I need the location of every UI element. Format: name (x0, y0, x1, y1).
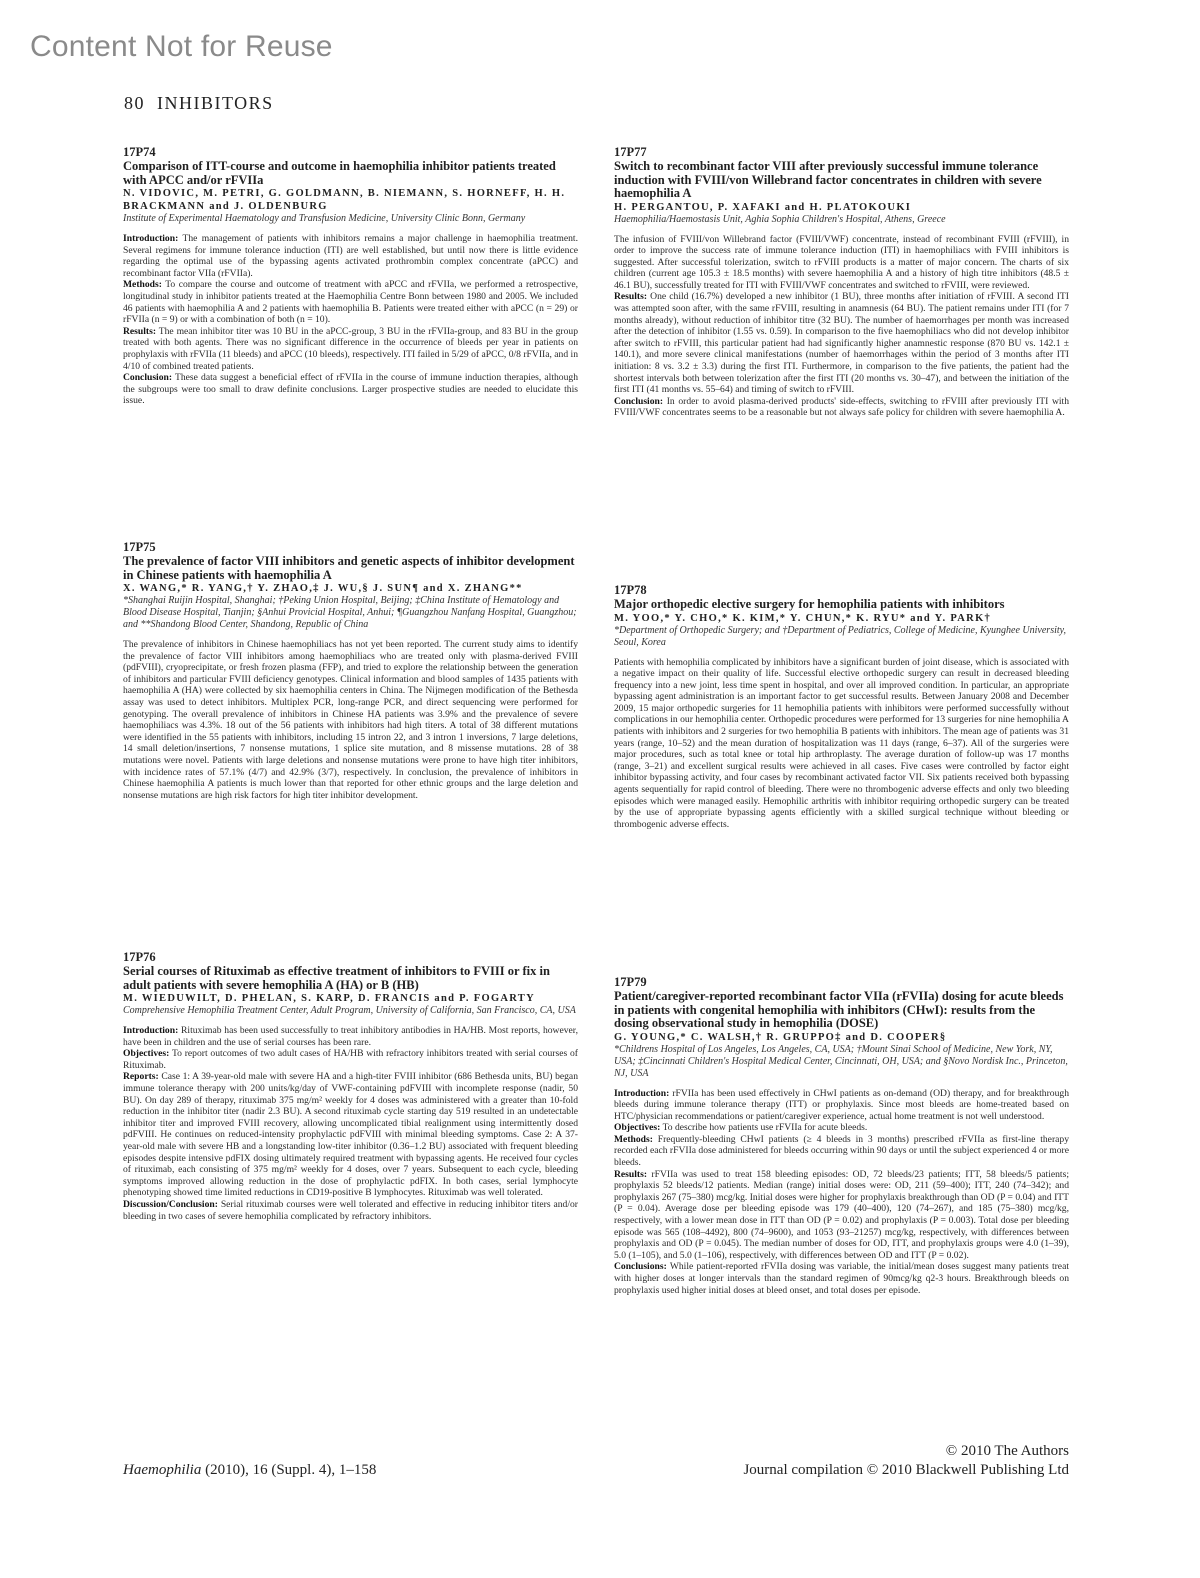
page-header (124, 93, 274, 114)
abstract-title: Comparison of ITT-course and outcome in haemophilia inhibitor patients treated with APCC and/or rFVIIa (123, 159, 556, 187)
paragraph-heading: Conclusions: (614, 1261, 667, 1273)
abstract-affiliation: Institute of Experimental Haematology and Transfusion Medicine, University Clinic Bonn, Germany (123, 213, 526, 224)
abstract-title: The prevalence of factor VIII inhibitors and genetic aspects of inhibitor development in Chinese patients with haemophilia A (123, 554, 575, 582)
section-title: INHIBITORS (157, 93, 274, 113)
abstract-id: 17P77 (614, 145, 647, 159)
abstract-id: 17P75 (123, 540, 156, 554)
abstract-id: 17P79 (614, 975, 647, 989)
paragraph-text: While patient-reported rFVIIa dosing was variable, the initial/mean doses suggest many patients treat with higher doses at longer intervals than the standard regimen of 90mcg/kg q2-3 hours. Breakthrough bleeds on prophylaxis used higher initial doses at bleed onset, and total doses per episode. (614, 1261, 1069, 1296)
abstract-paragraph (123, 279, 578, 325)
abstract-authors: M. YOO,* Y. CHO,* K. KIM,* Y. CHUN,* K. RYU* and Y. PARK† (614, 612, 992, 624)
watermark: Content Not for Reuse (30, 30, 333, 63)
paragraph-text: Serial rituximab courses were well tolerated and effective in reducing inhibitor titers and/or bleeding in two cases of severe hemophilia complicated by refractory inhibitors. (123, 1198, 578, 1222)
paragraph-text: Patients with hemophilia complicated by inhibitors have a significant burden of joint disease, which is associated with a negative impact on their quality of life. Successful elective orthopedic surgery can result in decreased bleeding frequency into a new joint, less time spent in hospital, and over all improved condition. In particular, an appropriate bypassing agent administration is an important factor to get successful results. Between January 2008 and December 2009, 15 major orthopedic surgeries for 11 hemophilia patients with inhibitors were performed successfully without complications in our hemophilia center. Orthopedic procedures were performed for 13 surgeries for nine hemophilia A patients with inhibitors and 2 surgeries for two hemophilia B patients with inhibitors. The mean age of patients was 31 years (range, 10–52) and the mean duration of hospitalization was 11 days (range, 6–37). All of the surgeries were major procedures, such as total knee or total hip arthroplasty. The average duration of follow-up was 17 months (range, 3–21) and excellent surgical results were achieved in all cases. Five cases were controlled by factor eight inhibitor bypassing activity, and four cases by recombinant activated factor VII. Six patients received both bypassing agents sequentially for rapid control of bleeding. There were no thrombogenic adverse effects and only two bleeding episodes which were managed easily. Hemophilic arthritis with inhibitor requiring orthopedic surgery can be treated by the use of appropriate bypassing agents efficiently with a skilled surgical technique without bleeding or thrombogenic adverse effects. (614, 656, 1069, 830)
paragraph-heading: Introduction: (614, 1087, 670, 1099)
paragraph-heading: Results: (614, 291, 648, 303)
abstract-paragraph (123, 639, 578, 801)
paragraph-heading: Methods: (123, 279, 162, 291)
abstract-17P77 (614, 145, 1069, 419)
abstract-affiliation: Haemophilia/Haemostasis Unit, Aghia Sophia Children's Hospital, Athens, Greece (614, 213, 946, 225)
paragraph-text: Case 1: A 39-year-old male with severe HA and a high-titer FVIII inhibitor (686 Bethesda units, BU) began immune tolerance therapy with 200 units/kg/day of VWF-containing pdFVIII with incomplete response (nadir, 50 BU). On day 289 of therapy, rituximab 375 mg/m² weekly for 4 doses was administered with a greater than 10-fold reduction in the inhibitor titer (nadir 2.3 BU). A second rituximab cycle starting day 519 resulted in an undetectable inhibitor titer and improved FVIII recovery, allowing uncomplicated tibial realignment using intermittently dosed pdFVIII. He continues on reduced-intensity prophylactic pdFVIII with minimal bleeding symptoms. Case 2: A 37-year-old male with severe HB and a longstanding low-titer inhibitor (0.36–1.2 BU) associated with frequent bleeding episodes despite intensive pdFIX dosing ultimately required treatment with bypassing agents. He received four cycles of rituximab, each consisting of 375 mg/m² weekly for 4 doses, over 7 years. Subsequent to each cycle, bleeding symptoms improved allowing reduction in the dose of prophylactic pdFIX. In both cases, serial lymphocyte phenotyping showed time limited reductions in CD19-positive B lymphocytes. Rituximab was well tolerated. (123, 1071, 578, 1199)
paragraph-text: One child (16.7%) developed a new inhibitor (1 BU), three months after initiation of rFVIII. A second ITI was attempted soon after, with the same rFVIII, resulting in anamnesis (64 BU). The patient remains under ITI (for 7 months already), without reduction of inhibitor titre (32 BU). The number of haemorrhages per month was increased after the detection of inhibitor (1.55 vs. 0.59). In comparison to the five haemophiliacs who did not develop inhibitor after switch to rFVIII, this particular patient had had significantly higher anamnestic response (870 BU vs. 142.1 ± 140.1), and more severe clinical manifestations (number of haemorrhages within the period of 3 months after ITI initiation: 8 vs. 3.2 ± 3.3) during the first ITI. Furthermore, in comparison to the five patients, the patient had the shortest intervals both between tolerization after the first ITI (20 months vs. 30–47), and between the initiation of the first ITI (41 months vs. 55–64) and timing of switch to rFVIII. (614, 291, 1069, 396)
paragraph-text: These data suggest a beneficial effect of rFVIIa in the course of immune induction therapies, although the subgroups were too small to draw definite conclusions. Larger prospective studies are needed to elucidate this issue. (123, 372, 578, 407)
paragraph-text: The management of patients with inhibitors remains a major challenge in haemophilia treatment. Several regimens for immune tolerance induction (ITI) are well established, but until now there is little evidence regarding the optimal use of the bypassing agents activated prothrombin complex concentrate (aPCC) and recombinant factor VIIa (rFVIIa). (123, 233, 578, 279)
copyright-authors: © 2010 The Authors (945, 1443, 1069, 1459)
abstract-paragraph (614, 1134, 1069, 1169)
abstract-17P74 (123, 145, 578, 407)
abstract-paragraph (123, 372, 578, 407)
abstract-title: Serial courses of Rituximab as effective treatment of inhibitors to FVIII or fix in adult patients with severe hemophilia A (HA) or B (HB) (123, 964, 550, 992)
paragraph-text: The prevalence of inhibitors in Chinese haemophiliacs has not yet been reported. The current study aims to identify the prevalence of factor VIII inhibitors among haemophiliacs who are treated only with plasma-derived FVIII (pdFVIII), cryoprecipitate, or fresh frozen plasma (FFP), and tried to explore the relationship between the generation of inhibitors and particular FVIII deficiency genotypes. Clinical information and blood samples of 1435 patients with haemophilia A (HA) were collected by six haemophilia centers in China. The Nijmegen modification of the Bethesda assay was used to detect inhibitors. Multiplex PCR, long-range PCR, and direct sequencing were performed for genotyping. The overall prevalence of inhibitors in Chinese HA patients was 3.9% and the prevalence of severe haemophiliacs was 4.3%. 18 out of the 56 patients with inhibitors had high titers. A total of 38 different mutations were identified in the 55 patients with inhibitors, including 15 intron 22, and 3 intron 1 inversions, 7 large deletions, 14 small deletion/insertions, 7 nonsense mutations, 1 splice site mutation, and 8 missense mutations. 28 of 38 mutations were novel. Patients with large deletions and nonsense mutations were prone to have high titer inhibitors, with incidence rates of 57.1% (4/7) and 42.9% (3/7), respectively. In conclusion, the prevalence of inhibitors in Chinese haemophilia A patients is much lower than that reported for other ethnic groups and the large deletion and nonsense mutations are high risk factors for high titer inhibitor development. (123, 639, 578, 801)
paragraph-text: Rituximab has been used successfully to treat inhibitory antibodies in HA/HB. Most reports, however, have been in children and the use of serial courses has been rare. (123, 1025, 578, 1048)
copyright-publisher: Journal compilation © 2010 Blackwell Publishing Ltd (743, 1462, 1069, 1478)
paragraph-text: Frequently-bleeding CHwI patients (≥ 4 bleeds in 3 months) prescribed rFVIIa as first-line therapy recorded each rFVIIa dose administered for bleeds occurring within 90 days or until the subject experienced 4 or more bleeds. (614, 1133, 1070, 1169)
paragraph-heading: Discussion/Conclusion: (123, 1198, 218, 1210)
abstract-authors: X. WANG,* R. YANG,† Y. ZHAO,‡ J. WU,§ J. SUN¶ and X. ZHANG** (123, 583, 523, 594)
abstract-paragraph (614, 1088, 1069, 1123)
abstract-paragraph (614, 291, 1069, 395)
abstract-authors: M. WIEDUWILT, D. PHELAN, S. KARP, D. FRANCIS and P. FOGARTY (123, 993, 535, 1004)
abstract-paragraph (614, 1122, 1069, 1134)
paragraph-text: The mean inhibitor titer was 10 BU in the aPCC-group, 3 BU in the rFVIIa-group, and 83 BU in the group treated with both agents. There was no significant difference in the occurrence of bleeds per year in patients on prophylaxis with rFVIIa (11 bleeds) and aPCC (10 bleeds), respectively. ITI failed in 5/29 of aPCC, 0/8 rFVIIa, and in 4/10 of combined treated patients. (123, 325, 578, 372)
abstract-17P79 (614, 975, 1069, 1296)
citation-details: (2010), 16 (Suppl. 4), 1–158 (201, 1462, 377, 1478)
paragraph-text: rFVIIa has been used effectively in CHwI patients as on-demand (OD) therapy, and for breakthrough bleeds during immune tolerance therapy (ITT) or prophylaxis. Since most bleeds are home-treated based on HTC/physician recommendations or patient/caregiver experience, actual home treatment is not well understood. (614, 1087, 1069, 1122)
paragraph-text: rFVIIa was used to treat 158 bleeding episodes: OD, 72 bleeds/23 patients; ITT, 58 bleeds/5 patients; prophylaxis 52 bleeds/12 patients. Median (range) initial doses were: OD, 211 (59–400); ITT, 240 (74–342); and prophylaxis 267 (75–380) mcg/kg. Initial doses were higher for prophylaxis breakthrough than OD (P = 0.04) and ITT (P = 0.04). Average dose per bleeding episode was 179 (40–400), 120 (74–267), and 185 (75–380) mcg/kg, respectively, with a lower mean dose in ITT than OD (P = 0.02) and prophylaxis (P = 0.003). Total dose per bleeding episode was 565 (108–4492), 800 (74–9600), and 1053 (93–21257) mcg/kg, respectively, with differences between prophylaxis and OD (P = 0.045). The median number of doses for OD, ITT, and prophylaxis groups were 4.0 (1–39), 5.0 (1–105), and 5.0 (1–106), respectively, with differences between OD and ITT (P = 0.02). (614, 1168, 1069, 1261)
paragraph-heading: Conclusion: (614, 395, 664, 407)
abstract-paragraph (123, 1199, 578, 1222)
abstract-17P75 (123, 540, 578, 801)
abstract-id: 17P78 (614, 583, 647, 597)
footer-citation (123, 1462, 376, 1479)
paragraph-heading: Results: (614, 1168, 648, 1180)
footer-copyright (743, 1442, 1069, 1480)
page-number: 80 (124, 93, 145, 113)
abstract-paragraph (123, 233, 578, 279)
abstract-17P76 (123, 950, 578, 1222)
paragraph-heading: Introduction: (123, 233, 179, 244)
paragraph-heading: Methods: (614, 1133, 653, 1145)
journal-name: Haemophilia (123, 1462, 202, 1478)
paragraph-text: The infusion of FVIII/von Willebrand factor (FVIII/VWF) concentrate, instead of recombinant FVIII (rFVIII), in order to improve the success rate of immune tolerance induction (ITI) in haemophiliacs with FVIII inhibitors is suggested. After successful tolerization, switch to rFVIII products is a matter of major concern. The charts of six children (current age 105.3 ± 18.5 months) with severe haemophilia A and a history of high titre inhibitors (48.5 ± 46.1 BU), successfully treated for ITI with FVIII/VWF concentrates and switched to rFVIII, were reviewed. (614, 233, 1069, 291)
abstract-authors: H. PERGANTOU, P. XAFAKI and H. PLATOKOUKI (614, 201, 912, 213)
abstract-paragraph (123, 1071, 578, 1199)
abstract-affiliation: *Department of Orthopedic Surgery; and †Department of Pediatrics, College of Medicine, Kyunghee University, Seoul, Korea (614, 624, 1067, 648)
abstract-paragraph (614, 234, 1069, 292)
abstract-id: 17P76 (123, 950, 156, 964)
abstract-17P78 (614, 583, 1069, 830)
abstract-paragraph (123, 326, 578, 372)
paragraph-text: To describe how patients use rFVIIa for acute bleeds. (660, 1122, 868, 1134)
abstract-affiliation: *Childrens Hospital of Los Angeles, Los Angeles, CA, USA; †Mount Sinai School of Medicine, New York, NY, USA; ‡Cincinnati Children's Hospital Medical Center, Cincinnati, OH, USA; and §Novo Nordisk Inc., Princeton, NJ, USA (614, 1043, 1068, 1079)
paragraph-heading: Introduction: (123, 1025, 179, 1036)
abstract-affiliation: Comprehensive Hemophilia Treatment Center, Adult Program, University of California, San Francisco, CA, USA (123, 1005, 576, 1016)
abstract-paragraph (123, 1025, 578, 1048)
paragraph-text: To compare the course and outcome of treatment with aPCC and rFVIIa, we performed a retrospective, longitudinal study in inhibitor patients treated at the Haemophilia Centre Bonn between 1980 and 2005. We included 46 patients with haemophilia A and 2 patients with haemophilia B. Patients were treated either with aPCC (n = 29) or rFVIIa (n = 9) or with a combination of both (n = 10). (123, 279, 578, 326)
paragraph-heading: Reports: (123, 1071, 159, 1083)
abstract-affiliation: *Shanghai Ruijin Hospital, Shanghai; †Peking Union Hospital, Beijing; ‡China Institute of Hematology and Blood Disease Hospital, Tianjin; §Anhui Provicial Hospital, Anhui; ¶Guangzhou Nanfang Hospital, Guangzhou; and **Shandong Blood Center, Shandong, Republic of China (123, 595, 577, 630)
paragraph-heading: Objectives: (123, 1048, 170, 1060)
paragraph-heading: Results: (123, 325, 157, 337)
abstract-paragraph (123, 1048, 578, 1071)
paragraph-text: To report outcomes of two adult cases of HA/HB with refractory inhibitors treated with serial courses of Rituximab. (123, 1048, 578, 1071)
abstract-authors: G. YOUNG,* C. WALSH,† R. GRUPPO‡ and D. COOPER§ (614, 1031, 947, 1043)
abstract-paragraph (614, 657, 1069, 831)
abstract-paragraph (614, 1169, 1069, 1262)
abstract-paragraph (614, 396, 1069, 419)
paragraph-text: In order to avoid plasma-derived products' side-effects, switching to rFVIII after previously ITI with FVIII/VWF concentrates seems to be a reasonable but not always safe policy for children with severe haemophilia A. (614, 395, 1069, 419)
abstract-title: Switch to recombinant factor VIII after previously successful immune tolerance induction with FVIII/von Willebrand factor concentrates in children with severe haemophilia A (614, 159, 1042, 200)
paragraph-heading: Conclusion: (123, 372, 173, 384)
paragraph-heading: Objectives: (614, 1122, 661, 1134)
abstract-paragraph (614, 1261, 1069, 1296)
abstract-title: Major orthopedic elective surgery for hemophilia patients with inhibitors (614, 597, 1005, 611)
abstract-id: 17P74 (123, 145, 156, 159)
abstract-title: Patient/caregiver-reported recombinant factor VIIa (rFVIIa) dosing for acute bleeds in patients with congenital hemophilia with inhibitors (CHwI): results from the dosing observational study in hemophilia (DOSE) (614, 989, 1064, 1030)
abstract-authors: N. VIDOVIC, M. PETRI, G. GOLDMANN, B. NIEMANN, S. HORNEFF, H. H. BRACKMANN and J. OLDENBURG (123, 188, 566, 212)
